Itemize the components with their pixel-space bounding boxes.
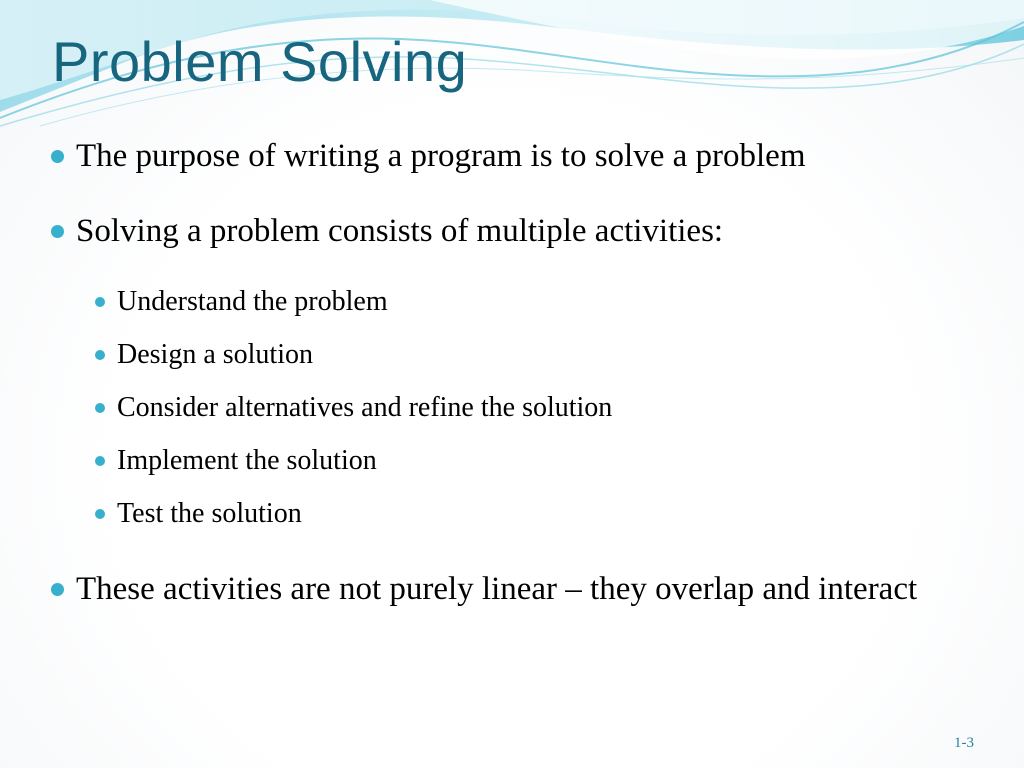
sub-bullet-text: Design a solution	[117, 339, 313, 370]
slide-title: Problem Solving	[52, 30, 468, 93]
bullet-text: These activities are not purely linear – they overlap and interact	[76, 571, 918, 607]
sub-bullet-text: Understand the problem	[117, 286, 388, 317]
bullet-item	[76, 134, 806, 178]
bullet-dot-icon	[51, 583, 64, 596]
bullet-dot-icon	[51, 150, 64, 163]
bullet-item	[76, 209, 723, 253]
sub-bullet-item	[117, 337, 313, 373]
sub-bullet-text: Consider alternatives and refine the solution	[117, 392, 613, 423]
sub-bullet-text: Implement the solution	[117, 445, 377, 476]
sub-bullet-dot-icon	[95, 456, 105, 466]
sub-bullet-dot-icon	[95, 509, 105, 519]
sub-bullet-dot-icon	[95, 350, 105, 360]
sub-bullet-item	[117, 443, 377, 479]
page-number: 1-3	[954, 735, 974, 751]
sub-bullet-dot-icon	[95, 403, 105, 413]
sub-bullet-item	[117, 284, 388, 320]
sub-bullet-dot-icon	[95, 297, 105, 307]
sub-bullet-item	[117, 496, 302, 532]
bullet-text: Solving a problem consists of multiple activities:	[76, 213, 724, 249]
bullet-item	[76, 567, 976, 611]
bullet-dot-icon	[51, 225, 64, 238]
bullet-text: The purpose of writing a program is to solve a problem	[76, 138, 806, 174]
sub-bullet-text: Test the solution	[117, 498, 302, 529]
sub-bullet-item	[117, 390, 612, 426]
